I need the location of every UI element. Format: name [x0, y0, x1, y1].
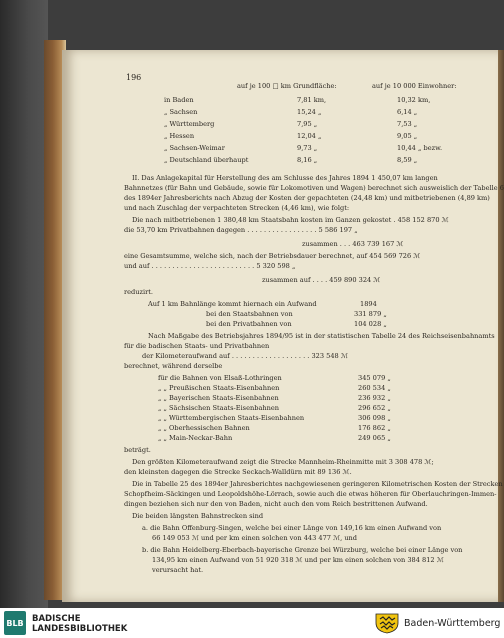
paragraph-line: für die badischen Staats- und Privatbahnen — [124, 342, 270, 350]
paragraph-line: Die in Tabelle 25 des 1894er Jahresberichtes nachgewiesenen geringeren Kilometrischen Kosten der Strecken — [132, 480, 503, 488]
table1-row-area-value: 8,16 „ — [297, 156, 318, 164]
table1-row-label: „ Hessen — [164, 132, 195, 140]
paragraph-line: der Kilometeraufwand auf . . . . . . . . . . . . . . . . . . . 323 548 ℳ — [142, 352, 348, 360]
table2-row-value: 236 932 „ — [358, 394, 391, 402]
table2-row-label: „ „ Preußischen Staats-Eisenbahnen — [158, 384, 280, 392]
table1-row-population-value: 7,53 „ — [397, 120, 418, 128]
paragraph-line: Die nach mitbetriebenen 1 380,48 km Staatsbahn kosten im Ganzen gekostet . 458 152 870 ℳ — [132, 216, 449, 224]
table2-row-label: „ „ Bayerischen Staats-Eisenbahnen — [158, 394, 279, 402]
table1-row-label: „ Sachsen-Weimar — [164, 144, 225, 152]
table2-row-value: 296 652 „ — [358, 404, 391, 412]
page-text — [62, 50, 504, 602]
paragraph-line: 134,95 km einen Aufwand von 51 920 318 ℳ und per km einen solchen von 384 812 ℳ — [152, 556, 444, 564]
paragraph-line: Auf 1 km Bahnlänge kommt hiernach ein Aufwand — [148, 300, 317, 308]
paragraph-line: und nach Zuschlag der verpachteten Strecken (4,46 km), wie folgt: — [124, 204, 350, 212]
paragraph-line: eine Gesamtsumme, welche sich, nach der Betriebsdauer berechnet, auf 454 569 726 ℳ — [124, 252, 421, 260]
table1-header-population: auf je 10 000 Einwohner: — [372, 82, 457, 90]
table1-row-area-value: 9,73 „ — [297, 144, 318, 152]
year-value: 1894 — [360, 300, 377, 308]
table1-header-area: auf je 100 □ km Grundfläche: — [237, 82, 337, 90]
table1-row-area-value: 15,24 „ — [297, 108, 322, 116]
paragraph-line: den kleinsten dagegen die Strecke Seckach-Walldürn mit 89 136 ℳ. — [124, 468, 352, 476]
paragraph-line: berechnet, während derselbe — [124, 362, 223, 370]
footer-bar — [0, 608, 504, 638]
paragraph-line: a. die Bahn Offenburg-Singen, welche bei einer Länge von 149,16 km einen Aufwand von — [142, 524, 442, 532]
table2-row-value: 306 098 „ — [358, 414, 391, 422]
paragraph-line: dingen beziehen sich nur den von Baden, nicht auch den vom Reich bestrittenen Aufwand. — [124, 500, 428, 508]
table1-row-label: in Baden — [164, 96, 194, 104]
table2-row-value: 176 862 „ — [358, 424, 391, 432]
book-cover-left — [0, 0, 48, 608]
cost-row-label: bei den Staatsbahnen von — [206, 310, 293, 318]
paragraph-line: reduzirt. — [124, 288, 154, 296]
blb-name[interactable] — [32, 614, 127, 634]
baden-wuerttemberg-coat-of-arms-icon[interactable] — [374, 612, 400, 634]
paragraph-line: Nach Maßgabe des Betriebsjahres 1894/95 ist in der statistischen Tabelle 24 des Reichseisenbahnamts — [148, 332, 495, 340]
paragraph-line: verursacht hat. — [152, 566, 204, 574]
baden-wuerttemberg-name[interactable]: Baden-Württemberg — [404, 618, 501, 629]
book-page — [62, 50, 504, 602]
cost-row-value: 104 028 „ — [354, 320, 387, 328]
table1-row-label: „ Sachsen — [164, 108, 198, 116]
paragraph-line: die 53,70 km Privatbahnen dagegen . . . . . . . . . . . . . . . . . 5 586 197 „ — [124, 226, 358, 234]
table1-row-population-value: 10,44 „ bezw. — [397, 144, 443, 152]
paragraph-line: Schopfheim-Säckingen und Leopoldshöhe-Lörrach, sowie auch die etwas höheren für Oberlauchringen-Immen- — [124, 490, 497, 498]
paragraph-line: beträgt. — [124, 446, 151, 454]
page-number: 196 — [126, 73, 142, 82]
table2-row-label: für die Bahnen von Elsaß-Lothringen — [158, 374, 282, 382]
paragraph-line: 66 149 053 ℳ und per km einen solchen von 443 477 ℳ, und — [152, 534, 358, 542]
table2-row-label: „ „ Main-Neckar-Bahn — [158, 434, 233, 442]
table1-row-area-value: 12,04 „ — [297, 132, 322, 140]
table1-row-population-value: 10,32 km, — [397, 96, 431, 104]
cost-row-value: 331 879 „ — [354, 310, 387, 318]
table1-row-area-value: 7,95 „ — [297, 120, 318, 128]
sum-line: zusammen auf . . . . 459 890 324 ℳ — [262, 276, 381, 284]
table1-row-label: „ Württemberg — [164, 120, 215, 128]
table2-row-label: „ „ Oberhessischen Bahnen — [158, 424, 250, 432]
table2-row-value: 260 534 „ — [358, 384, 391, 392]
paragraph-line: Bahnnetzes (für Bahn und Gebäude, sowie für Lokomotiven und Wagen) berechnet sich ausweislich der Tabelle 6 — [124, 184, 504, 192]
table1-row-population-value: 8,59 „ — [397, 156, 418, 164]
sum-line: zusammen . . . 463 739 167 ℳ — [302, 240, 404, 248]
paragraph-line: II. Das Anlagekapital für Herstellung des am Schlusse des Jahres 1894 1 450,07 km langen — [132, 174, 438, 182]
table1-row-population-value: 6,14 „ — [397, 108, 418, 116]
blb-logo[interactable]: BLB — [4, 611, 26, 635]
table1-row-population-value: 9,05 „ — [397, 132, 418, 140]
blb-name-line2: LANDESBIBLIOTHEK — [32, 624, 128, 634]
table2-row-value: 345 079 „ — [358, 374, 391, 382]
blb-name-line1: BADISCHE — [32, 614, 81, 624]
paragraph-line: und auf . . . . . . . . . . . . . . . . . . . . . . . . . 5 320 598 „ — [124, 262, 296, 270]
table2-row-value: 249 065 „ — [358, 434, 391, 442]
table2-row-label: „ „ Sächsischen Staats-Eisenbahnen — [158, 404, 280, 412]
paragraph-line: Die beiden längsten Bahnstrecken sind — [132, 512, 264, 520]
paragraph-line: b. die Bahn Heidelberg-Eberbach-bayerische Grenze bei Würzburg, welche bei einer Länge von — [142, 546, 463, 554]
table2-row-label: „ „ Württembergischen Staats-Eisenbahnen — [158, 414, 305, 422]
paragraph-line: Den größten Kilometeraufwand zeigt die Strecke Mannheim-Rheinmitte mit 3 308 478 ℳ; — [132, 458, 434, 466]
cost-row-label: bei den Privatbahnen von — [206, 320, 292, 328]
table1-row-area-value: 7,81 km, — [297, 96, 327, 104]
table1-row-label: „ Deutschland überhaupt — [164, 156, 249, 164]
paragraph-line: des 1894er Jahresberichts nach Abzug der Kosten der gepachteten (24,48 km) und mitbetriebenen (4,89 km) — [124, 194, 490, 202]
